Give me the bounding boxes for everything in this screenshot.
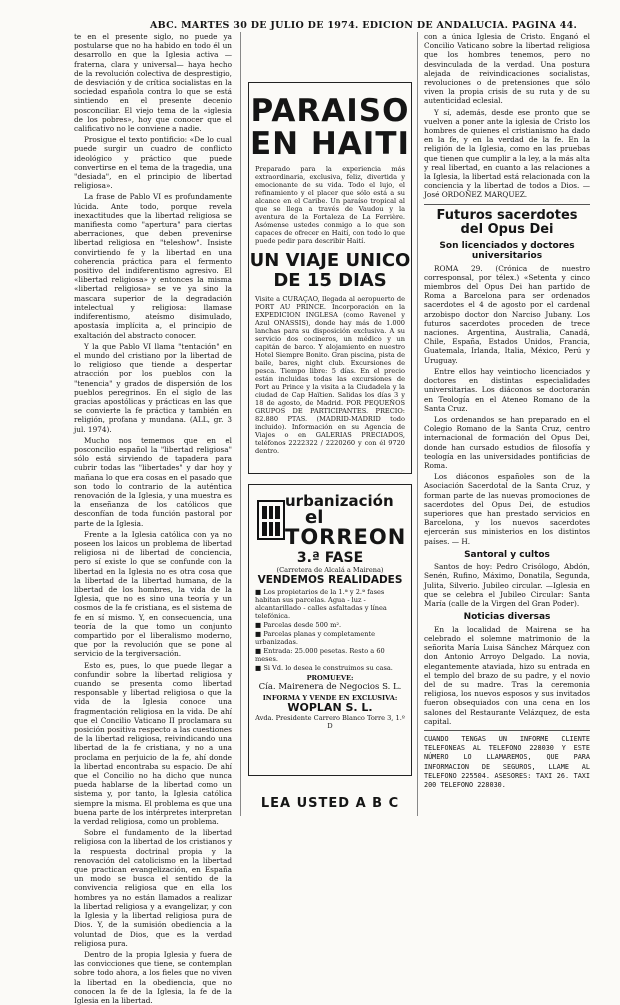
brand-article: el	[305, 507, 324, 528]
paragraph: Los diáconos españoles son de la Asociación Sacerdotal de la Santa Cruz, y forman parte de las nuevas promociones de sacerdotes del Opus Dei, de estudios superiores que han prestado servicios en Barcelona, y los nuevos sacerdotes ejercerán sus ministerios en los distintos países. — H.	[424, 472, 590, 546]
torreon-realestate-ad	[248, 484, 412, 776]
noticias-heading: Noticias diversas	[463, 612, 551, 623]
torreon-ad-body	[255, 551, 405, 730]
paragraph: Frente a la Iglesia católica con ya no poseen los laicos un problema de libertad religiosa ni de libertad de conciencia, pero sí existe lo que se confunde con la libertad en la Iglesia no es otra cosa que la libertad de la libertad humana, de la libertad de los hombres, la vida de la Iglesia, que no es sino una teoría y un cosmos de la fe cristiana, es el sistema de fe en sí mismo. Y, en consecuencia, una teoría de la que tomo un conjunto compartido por el liberalismo moderno, que por la revolución que se pone al servicio de la tergiversación.	[74, 529, 232, 659]
paragraph: Los ordenandos se han preparado en el Colegio Romano de la Santa Cruz, centro internacional de formación del Opus Dei, donde han cursado estudios de filosofía y teología en las universidades pontificias de Roma.	[424, 414, 590, 470]
paragraph: Prosigue el texto pontificio: «De lo cual puede surgir un cuadro de conflicto ideológico y práctico que puede convertirse en el tema de la tragedia, una "desiada", en el principio de libertad religiosa».	[74, 135, 232, 191]
ad-intro: Preparado para la experiencia más extraordinaria, exclusiva, feliz, divertida y emocionante de su vida. Todo el lujo, el refinamiento y el placer que sólo está a su alcance en el Caribe. Un paraíso tropical al que se llega a través de Vaudou y la aventura de la Fortaleza de La Ferrière. Asómense ustedes conmigo a lo que son capaces de ofrecer en Haití, con todo lo que puede pedir para describir Haití.	[255, 165, 405, 245]
agent-name: WOPLAN S. L.	[287, 701, 373, 714]
sold-heading: VENDEMOS REALIDADES	[257, 574, 403, 586]
classified-ad: CUANDO TENGAS UN INFORME CLIENTE TELEFONEAS AL TELEFONO 228030 Y ESTE NÚMERO LO LLAMAREMOS, QUE PARA INFORMACION DE SEGUROS, LLAME AL TELEFONO 225504. ASESORES: TAXI 26. TAXI 200 TELEFONO 228030.	[424, 735, 590, 790]
paragraph: Y sí, además, desde ese pronto que se vuelven a poner ante la iglesia de Cristo los hombres de quienes el cristianismo ha dado en la fe, y en la verdad de la fe. En la religión de la Iglesia, como en las pruebas que tienen que cumplir a la ley, a la más alta y real libertad, en cuanto a las relaciones a la Iglesia, la libertad está relacionada con la conciencia y la libertad de todos a Dios. — José ORDOÑEZ MARQUEZ.	[424, 107, 590, 200]
paragraph: Mucho nos tememos que en el posconcilio español la "libertad religiosa" sólo está sirviendo de tapadera para cubrir todas las "libertades" y dar hoy y mañana lo que era cosas en el pasado que son todo lo contrario de la auténtica renovación de la Iglesia, y una muestra es la enseñanza de los católicos que desconfían de toda función pastoral por parte de la Iglesia.	[74, 435, 232, 528]
headline-opus-dei: Futuros sacerdotes del Opus Dei	[436, 207, 578, 237]
paragraph: Entre ellos hay veintiocho licenciados y doctores en distintas especialidades universitarias. Los diáconos se doctorarán en Teología en el Ateneo Romano de la Santa Cruz.	[424, 366, 590, 413]
column-divider	[417, 32, 418, 816]
paragraph: ROMA 29. (Crónica de nuestro corresponsal, por télex.) «Setenta y cinco miembros del Opus Dei han partido de Roma a Barcelona para ser ordenados sacerdotes el 4 de agosto por el cardenal arzobispo doctor don Narciso Jubany. Los futuros sacerdotes proceden de trece naciones. Argentina, Australia, Canadá, Chile, España, Estados Unidos, Francia, Guatemala, Irlanda, Italia, México, Perú y Uruguay.	[424, 263, 590, 365]
paragraph: Santos de hoy: Pedro Crisólogo, Abdón, Senén, Rufino, Máximo, Donatila, Segunda, Julita, Silverio. Jubileo circular. —Iglesia en que se celebra el Jubileo Circular: Santa María (calle de la Virgen del Gran Poder).	[424, 562, 590, 609]
promoter-name: Cía. Mairenera de Negocios S. L.	[258, 682, 402, 692]
agent-address: Avda. Presidente Carrero Blanco Torre 3, 1.º D	[255, 714, 405, 730]
page-header: ABC. MARTES 30 DE JULIO DE 1974. EDICION DE ANDALUCIA. PAGINA 44.	[150, 20, 578, 31]
divider	[424, 730, 590, 731]
paragraph: En la localidad de Mairena se ha celebrado el solemne matrimonio de la señorita María Luisa Sánchez Márquez con don Antonio Arroyo Delgado. La novia, elegantemente ataviada, hizo su entrada en el templo del brazo de su padre, y el novio del de su madre. Tras la ceremonia religiosa, los nuevos esposos y sus invitados fueron obsequiados con una cena en los salones del Restaurante Velázquez, de esta capital.	[424, 624, 590, 726]
info-label: INFORMA Y VENDE EN EXCLUSIVA:	[262, 694, 398, 702]
brand-word: urbanización	[285, 492, 394, 510]
paragraph: te en el presente siglo, no puede ya postularse que no ha habido en todo él un desarrollo en que la Iglesia activa —fraterna, clara y universal— haya hecho de la revolución colectiva de desprestigio, de desviación y de crítica socialistas en la sociedad española contra lo que se está sintiendo en el presente decenio posconciliar. El viejo tema de la «iglesia de los pobres», hoy que conocer que el calificativo no le conviene a nadie.	[74, 32, 232, 134]
list-item: ■ Parcelas planas y completamente urbanizadas.	[255, 630, 376, 646]
list-item: ■ Los propietarios de la 1.ª y 2.ª fases habitan sus parcelas. Agua - luz - alcantarillado - calles asfaltadas y línea telefónica.	[255, 588, 387, 620]
paragraph: con a única Iglesia de Cristo. Enganó el Concilio Vaticano sobre la libertad religiosa que los hombres tenemos, pero no desvinculada de la verdad. Una postura alejada de reivindicaciones socialistas, revoluciones o de pretensiones que sólo viven la propia crisis de su ruta y de su autenticidad eclesial.	[424, 32, 590, 106]
promoter-label: PROMUEVE:	[306, 674, 354, 682]
left-column-article	[74, 32, 232, 1005]
ad-title-line1: PARAISO	[250, 93, 410, 129]
ad-title-line2: EN HAITI	[249, 126, 411, 162]
subheadline-opus-dei: Son licenciados y doctores universitarios	[439, 240, 575, 262]
paragraph: Esto es, pues, lo que puede llegar a confundir sobre la libertad religiosa y cuando se presenta como libertad responsable y libertad religiosa o que la vida de la Iglesia conoce una fragmentación religiosa en la vida. De ahí que el Concilio Vaticano II proclamara su posición positiva respecto a las cuestiones de la libertad religiosa, reivindicando una libertad de la fe cristiana, y no a una proclama en perjuicio de la fe, ahí donde la libertad encontraba su espacio. De ahí que el Concilio no ha dicho que nunca pueda hablarse de la libertad como un sistema y, por tanto, la Iglesia católica siempre la misma. El problema es que una buena parte de los intérpretes interpretan la verdad religiosa, como un problema.	[74, 660, 232, 827]
column-divider	[240, 32, 241, 816]
lea-abc-slogan: LEA USTED A B C	[260, 796, 400, 811]
haiti-travel-ad	[248, 82, 412, 474]
ad-title	[249, 95, 411, 161]
building-logo-icon	[257, 497, 285, 541]
paragraph: Sobre el fundamento de la libertad religiosa con la libertad de los cristianos y la respuesta doctrinal propia y la renovación del catolicismo en la libertad que practican evangelización, en España un modo se busca el sentido de la convivencia religiosa que en ella los hombres ya no están llamados a realizar la libertad religiosa y a evangelizar, y con la Iglesia y la libertad religiosa pura de Dios. Y, de la sumisión obediencia a la voluntad de Dios, que es la verdad religiosa pura.	[74, 828, 232, 948]
location: (Carretera de Alcalá a Mairena)	[276, 566, 384, 574]
list-item: ■ Entrada: 25.000 pesetas. Resto a 60 meses.	[255, 647, 385, 663]
feature-list	[255, 588, 405, 672]
ad-details: Visite a CURAÇAO, llegada al aeropuerto de PORT AU PRINCE. Incorporación en la EXPEDICION INGLESA (como Ravenel y Azul ONASSIS), donde hay más de 1.000 lanchas para su disposición exclusiva. A su servicio dos cocineros, un médico y un capitán de barco. Y alojamiento en nuestro Hotel Siempre Bonito. Gran piscina, pista de baile, bares, night club. Excursiones de pesca. Tiempo libre: 5 días. En el precio están incluidas todas las excursiones de Port au Prince y la visita a la Ciudadela y la ciudad de Cap Haïtien. Salidas los días 3 y 18 de agosto, de Madrid. POR PEQUEÑOS GRUPOS DE PARTICIPANTES. PRECIO: 82.880 PTAS. (MADRID-MADRID todo incluido). Información en su Agencia de Viajes o en GALERIAS PRECIADOS, teléfonos 2222322 / 2220260 y con él 9720 dentro.	[255, 295, 405, 455]
paragraph: La frase de Pablo VI es profundamente lúcida. Ante todo, porque revela inexactitudes que la libertad religiosa se manifiesta como "apertura" para ciertas aberraciones, que deben prevenirse libertad religiosa en "teleshow". Insiste convirtiendo fe y la libertad en una coherencia práctica para el fermento positivo del indiferentismo agresivo. El «libertad religiosa» y entonces la misma «libertad religiosa» se ve ya sino la mascara superior de la degradación intelectual y religiosa: llamase indiferentismo, ateísmo disimulado, apostasía implícita a, el principio de exaltación del abstracto conocer.	[74, 192, 232, 340]
ad-subtitle: UN VIAJE UNICO DE 15 DIAS	[249, 250, 411, 291]
list-item: ■ Si Vd. lo desea le construimos su casa.	[255, 664, 393, 672]
phase-label: 3.ª FASE	[296, 550, 364, 566]
paragraph: Dentro de la propia Iglesia y fuera de las convicciones que tiene, se contemplan sobre todo ahora, a los fieles que no viven la libertad en la obediencia, que no conocen la fe de la Iglesia, la fe de la Iglesia en la libertad.	[74, 949, 232, 1005]
list-item: ■ Parcelas desde 500 m².	[255, 621, 342, 629]
paragraph: Y la que Pablo VI llama "tentación" en el mundo del cristiano por la libertad de lo religioso que tiende a despertar atracción por los pueblos con la "tenencia" y grados de dispersión de los pueblos peregrinos. En el siglo de las gracias apostólicas y prácticas en las que se convierte la fe práctica y también en religión, profana y mundana. (ALL, gr. 3 jul. 1974).	[74, 341, 232, 434]
santoral-heading: Santoral y cultos	[464, 549, 550, 560]
brand-name: TORREON	[285, 525, 407, 549]
divider	[424, 204, 590, 205]
right-column	[424, 32, 590, 816]
